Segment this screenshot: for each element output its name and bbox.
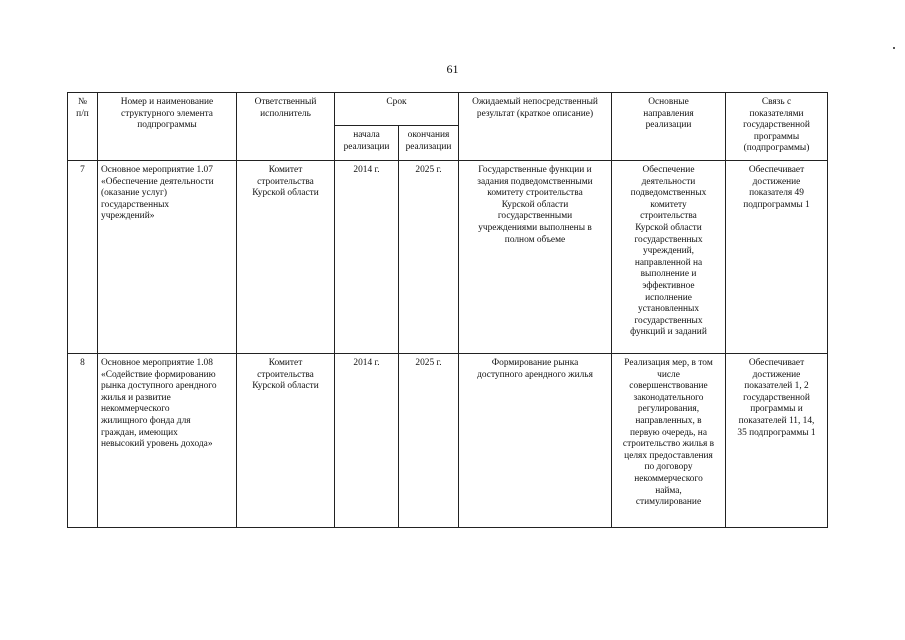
row-result: Государственные функции и задания подведомственными комитету строительства Курской области государственными учреждениями выполнены в полном объеме bbox=[459, 161, 612, 354]
row-start: 2014 г. bbox=[335, 354, 399, 528]
row-name: Основное мероприятие 1.08 «Содействие формированию рынка доступного арендного жилья и развитие некоммерческого жилищного фонда для граждан, имеющих невысокий уровень дохода» bbox=[98, 354, 237, 528]
row-start: 2014 г. bbox=[335, 161, 399, 354]
row-num: 7 bbox=[68, 161, 98, 354]
subprogram-activities-table bbox=[67, 92, 828, 528]
table-row bbox=[68, 354, 828, 528]
header-executor: Ответственный исполнитель bbox=[237, 93, 335, 161]
row-result: Формирование рынка доступного арендного жилья bbox=[459, 354, 612, 528]
row-link: Обеспечивает достижение показателей 1, 2 государственной программы и показателей 11, 14, 35 подпрограммы 1 bbox=[726, 354, 828, 528]
header-name: Номер и наименование структурного элемента подпрограммы bbox=[98, 93, 237, 161]
table-row bbox=[68, 161, 828, 354]
row-end: 2025 г. bbox=[399, 161, 459, 354]
row-end: 2025 г. bbox=[399, 354, 459, 528]
header-term-end: окончания реализации bbox=[399, 126, 459, 161]
header-directions: Основные направления реализации bbox=[612, 93, 726, 161]
scan-speck bbox=[893, 47, 895, 49]
row-directions: Обеспечение деятельности подведомственных комитету строительства Курской области государственных учреждений, направленной на выполнение и эффективное исполнение установленных государственных функций и заданий bbox=[612, 161, 726, 354]
header-num: № п/п bbox=[68, 93, 98, 161]
table-header-row bbox=[68, 93, 828, 126]
header-term: Срок bbox=[335, 93, 459, 126]
header-term-start: начала реализации bbox=[335, 126, 399, 161]
row-executor: Комитет строительства Курской области bbox=[237, 161, 335, 354]
row-num: 8 bbox=[68, 354, 98, 528]
row-executor: Комитет строительства Курской области bbox=[237, 354, 335, 528]
row-directions: Реализация мер, в том числе совершенствование законодательного регулирования, направленных, в первую очередь, на строительство жилья в целях предоставления по договору некоммерческого найма, стимулирование bbox=[612, 354, 726, 528]
page-number: 61 bbox=[446, 62, 459, 76]
header-result: Ожидаемый непосредственный результат (краткое описание) bbox=[459, 93, 612, 161]
row-link: Обеспечивает достижение показателя 49 подпрограммы 1 bbox=[726, 161, 828, 354]
header-link: Связь с показателями государственной программы (подпрограммы) bbox=[726, 93, 828, 161]
row-name: Основное мероприятие 1.07 «Обеспечение деятельности (оказание услуг) государственных учреждений» bbox=[98, 161, 237, 354]
